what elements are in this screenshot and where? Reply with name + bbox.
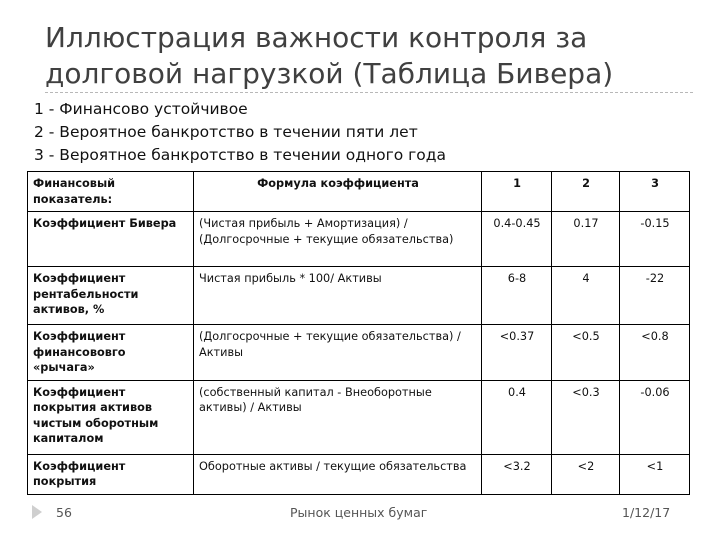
column-header-group-3: 3 [620, 172, 690, 212]
value-group-2: 4 [552, 267, 620, 325]
indicator-formula: Оборотные активы / текущие обязательства [194, 454, 482, 494]
value-group-3: -0.15 [620, 212, 690, 267]
legend-list [34, 98, 446, 167]
legend-item: 1 - Финансово устойчивое [34, 100, 248, 118]
indicator-formula: (Долгосрочные + текущие обязательства) / Активы [194, 325, 482, 381]
footer-course-title: Рынок ценных бумаг [290, 505, 428, 520]
legend-item: 3 - Вероятное банкротство в течении одного года [34, 146, 446, 164]
table-row [28, 454, 690, 494]
table-header-row [28, 172, 690, 212]
value-group-1: <0.37 [482, 325, 552, 381]
indicator-name: Коэффициент покрытия активов чистым оборотным капиталом [28, 380, 194, 454]
value-group-2: <0.5 [552, 325, 620, 381]
value-group-1: <3.2 [482, 454, 552, 494]
column-header-indicator: Финансовый показатель: [28, 172, 194, 212]
beaver-table [27, 171, 690, 495]
value-group-1: 0.4 [482, 380, 552, 454]
column-header-group-2: 2 [552, 172, 620, 212]
value-group-1: 0.4-0.45 [482, 212, 552, 267]
value-group-1: 6-8 [482, 267, 552, 325]
column-header-group-1: 1 [482, 172, 552, 212]
table-row [28, 267, 690, 325]
column-header-formula: Формула коэффициента [194, 172, 482, 212]
value-group-3: -22 [620, 267, 690, 325]
table-row [28, 380, 690, 454]
value-group-3: <0.8 [620, 325, 690, 381]
footer-date: 1/12/17 [622, 505, 671, 520]
indicator-name: Коэффициент финансововго «рычага» [28, 325, 194, 381]
value-group-2: 0.17 [552, 212, 620, 267]
indicator-formula: Чистая прибыль * 100/ Активы [194, 267, 482, 325]
value-group-3: -0.06 [620, 380, 690, 454]
footer-triangle-icon [32, 505, 42, 519]
table-row [28, 325, 690, 381]
value-group-2: <2 [552, 454, 620, 494]
title-divider [45, 92, 693, 93]
legend-item: 2 - Вероятное банкротство в течении пяти лет [34, 123, 418, 141]
indicator-formula: (Чистая прибыль + Амортизация) / (Долгосрочные + текущие обязательства) [194, 212, 482, 267]
value-group-3: <1 [620, 454, 690, 494]
indicator-name: Коэффициент рентабельности активов, % [28, 267, 194, 325]
value-group-2: <0.3 [552, 380, 620, 454]
slide-number: 56 [56, 505, 72, 520]
indicator-formula: (собственный капитал - Внеоборотные активы) / Активы [194, 380, 482, 454]
slide-title: Иллюстрация важности контроля за долговой нагрузкой (Таблица Бивера) [45, 21, 614, 90]
table-row [28, 212, 690, 267]
indicator-name: Коэффициент Бивера [28, 212, 194, 267]
indicator-name: Коэффициент покрытия [28, 454, 194, 494]
